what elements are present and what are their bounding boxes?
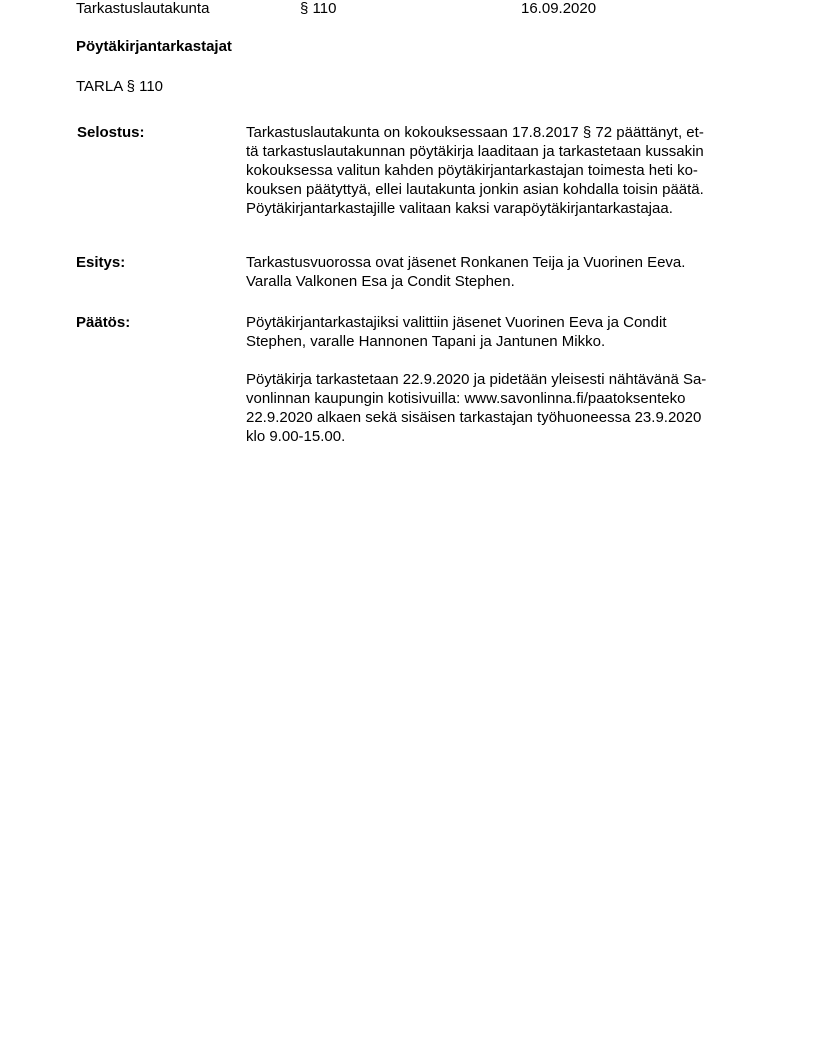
text-line: Pöytäkirjantarkastajiksi valittiin jäsenet Vuorinen Eeva ja Condit [246,314,667,331]
section-number: § 110 [300,0,337,17]
text-line: Pöytäkirja tarkastetaan 22.9.2020 ja pidetään yleisesti nähtävänä Sa- [246,371,707,388]
document-title: Pöytäkirjantarkastajat [76,38,232,55]
text-line: kokouksessa valitun kahden pöytäkirjantarkastajan toimesta heti ko- [246,162,698,179]
paragraph [246,123,746,218]
text-line: vonlinnan kaupungin kotisivuilla: www.savonlinna.fi/paatoksenteko [246,390,686,407]
text-line: Stephen, varalle Hannonen Tapani ja Jantunen Mikko. [246,333,606,350]
paragraph [246,253,746,291]
section-reference: TARLA § 110 [76,78,163,95]
meeting-date: 16.09.2020 [521,0,597,17]
section-content [246,313,746,446]
paragraph [246,313,746,351]
text-line: klo 9.00-15.00. [246,428,346,445]
text-line: 22.9.2020 alkaen sekä sisäisen tarkastajan työhuoneessa 23.9.2020 [246,409,702,426]
text-line: Pöytäkirjantarkastajille valitaan kaksi varapöytäkirjantarkastajaa. [246,200,673,217]
page-header [76,0,756,20]
committee-name: Tarkastuslautakunta [76,0,210,17]
text-line: Tarkastusvuorossa ovat jäsenet Ronkanen Teija ja Vuorinen Eeva. [246,254,686,271]
section-label: Selostus: [77,124,145,141]
text-line: tä tarkastuslautakunnan pöytäkirja laaditaan ja tarkastetaan kussakin [246,143,704,160]
section-label: Esitys: [76,254,126,271]
section-label: Päätös: [76,314,131,331]
text-line: Varalla Valkonen Esa ja Condit Stephen. [246,273,515,290]
section-content [246,253,746,291]
text-line: Tarkastuslautakunta on kokouksessaan 17.8.2017 § 72 päättänyt, et- [246,124,704,141]
section-content [246,123,746,218]
text-line: kouksen päätyttyä, ellei lautakunta jonkin asian kohdalla toisin päätä. [246,181,704,198]
paragraph [246,370,746,446]
